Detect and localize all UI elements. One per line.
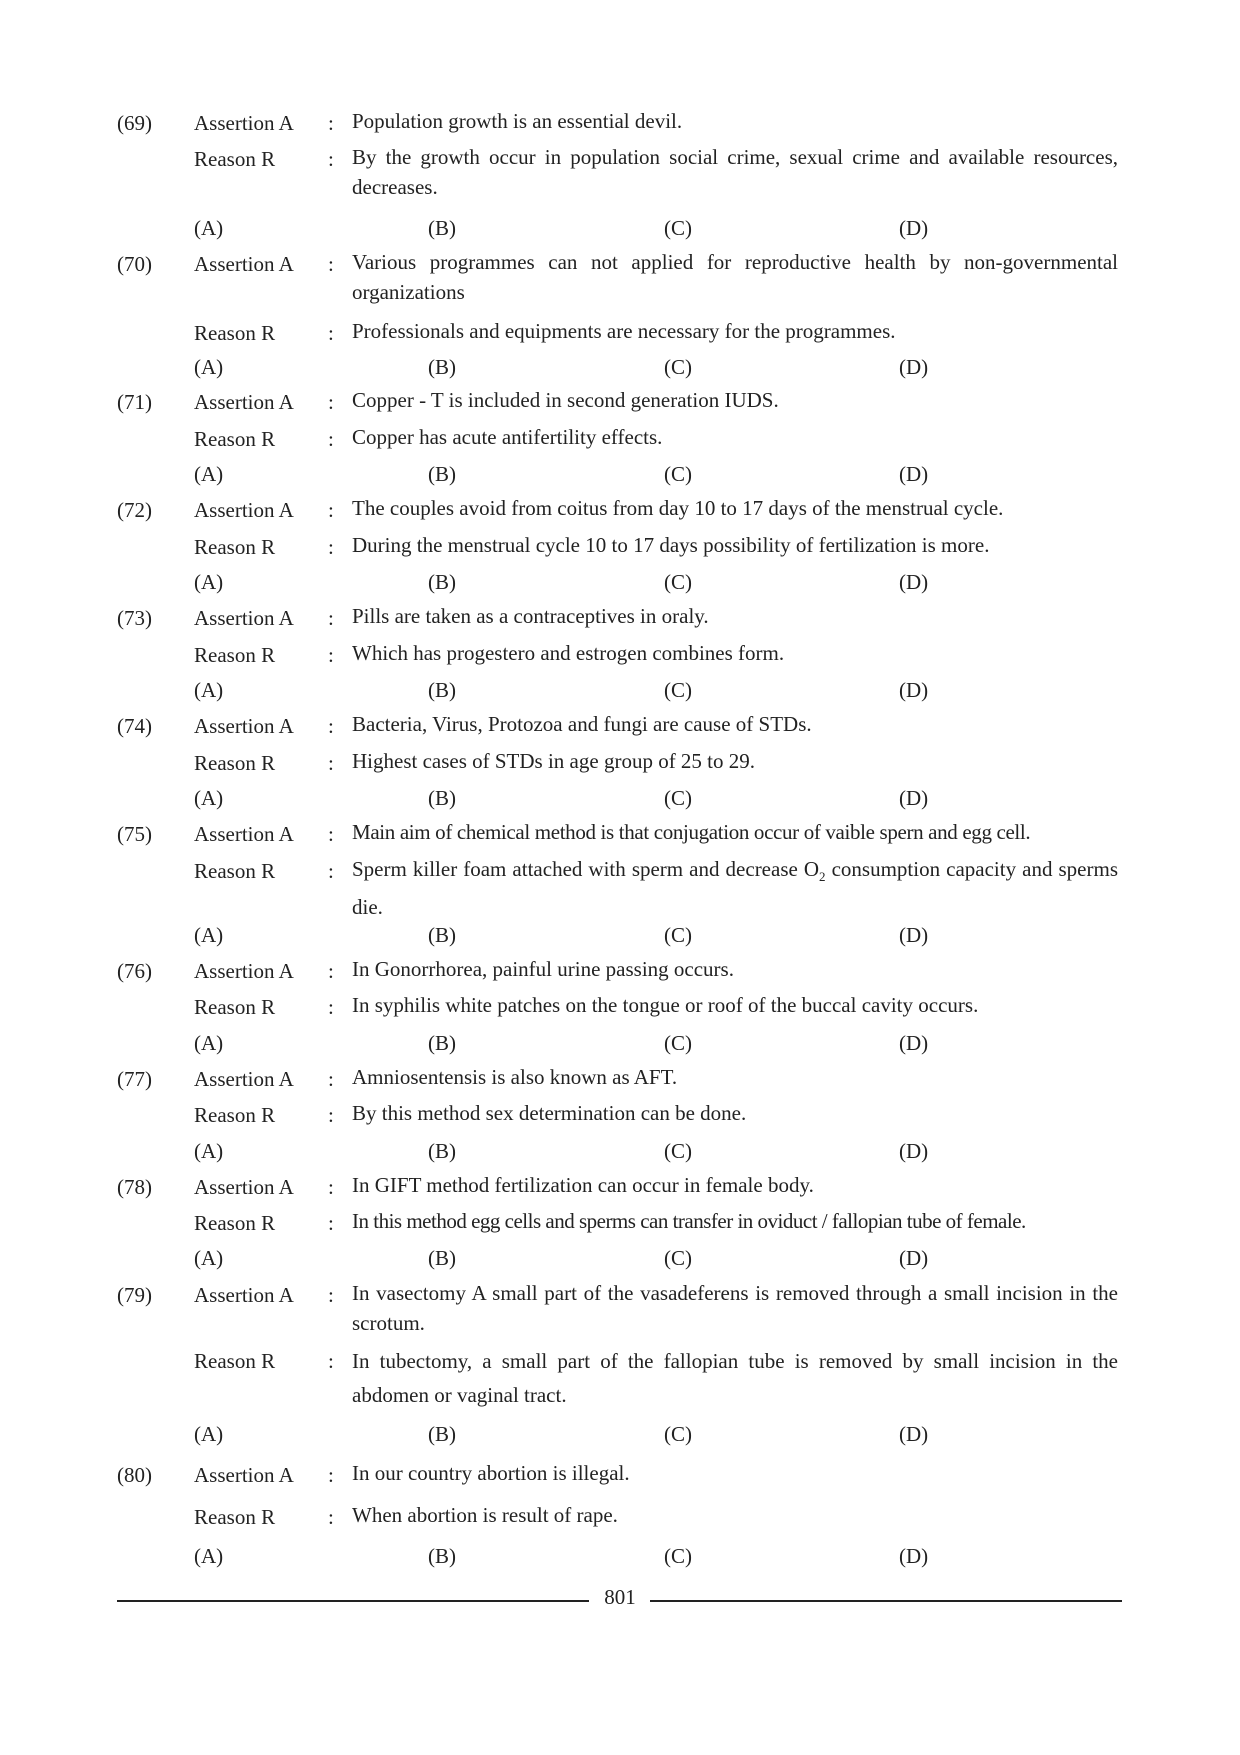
separator: : bbox=[328, 1175, 334, 1199]
assertion-text: Main aim of chemical method is that conjugation occur of vaible spern and egg cell. bbox=[352, 820, 1031, 844]
option-c[interactable]: (C) bbox=[664, 678, 692, 702]
question-number: (69) bbox=[117, 111, 152, 135]
assertion-label: Assertion A bbox=[194, 111, 294, 135]
assertion-text: Bacteria, Virus, Protozoa and fungi are cause of STDs. bbox=[352, 712, 812, 736]
reason-text-part: Sperm killer foam attached with sperm and decrease O bbox=[352, 857, 820, 881]
reason-row bbox=[0, 1211, 1240, 1241]
assertion-row bbox=[0, 1463, 1240, 1493]
question-number: (79) bbox=[117, 1283, 152, 1307]
option-b[interactable]: (B) bbox=[428, 786, 456, 810]
separator: : bbox=[328, 147, 334, 171]
reason-label: Reason R bbox=[194, 1349, 276, 1373]
assertion-row bbox=[0, 250, 1240, 304]
separator: : bbox=[328, 822, 334, 846]
separator: : bbox=[328, 751, 334, 775]
reason-label: Reason R bbox=[194, 321, 276, 345]
assertion-label: Assertion A bbox=[194, 714, 294, 738]
option-b[interactable]: (B) bbox=[428, 570, 456, 594]
separator: : bbox=[328, 1463, 334, 1487]
reason-row bbox=[0, 535, 1240, 565]
question-number: (75) bbox=[117, 822, 152, 846]
reason-label: Reason R bbox=[194, 643, 276, 667]
reason-text bbox=[352, 854, 1118, 922]
reason-row bbox=[0, 995, 1240, 1025]
separator: : bbox=[328, 714, 334, 738]
question-number: (78) bbox=[117, 1175, 152, 1199]
assertion-row bbox=[0, 1281, 1240, 1335]
assertion-text: The couples avoid from coitus from day 10 to 17 days of the menstrual cycle. bbox=[352, 496, 1004, 520]
option-d[interactable]: (D) bbox=[899, 355, 929, 379]
assertion-row bbox=[0, 1067, 1240, 1097]
separator: : bbox=[328, 1505, 334, 1529]
reason-label: Reason R bbox=[194, 859, 276, 883]
separator: : bbox=[328, 1067, 334, 1091]
reason-label: Reason R bbox=[194, 1103, 276, 1127]
options-row bbox=[0, 570, 1240, 600]
reason-label: Reason R bbox=[194, 751, 276, 775]
assertion-label: Assertion A bbox=[194, 606, 294, 630]
option-b[interactable]: (B) bbox=[428, 216, 456, 240]
separator: : bbox=[328, 995, 334, 1019]
reason-row bbox=[0, 1103, 1240, 1133]
reason-label: Reason R bbox=[194, 427, 276, 451]
option-c[interactable]: (C) bbox=[664, 1422, 692, 1446]
assertion-label: Assertion A bbox=[194, 390, 294, 414]
separator: : bbox=[328, 959, 334, 983]
assertion-label: Assertion A bbox=[194, 1067, 294, 1091]
separator: : bbox=[328, 1103, 334, 1127]
option-a[interactable]: (A) bbox=[194, 1544, 224, 1568]
option-c[interactable]: (C) bbox=[664, 216, 692, 240]
separator: : bbox=[328, 1211, 334, 1235]
page-number: 801 bbox=[604, 1585, 636, 1609]
option-a[interactable]: (A) bbox=[194, 786, 224, 810]
subscript-2: 2 bbox=[819, 869, 826, 885]
assertion-label: Assertion A bbox=[194, 1175, 294, 1199]
option-b[interactable]: (B) bbox=[428, 923, 456, 947]
question-number: (72) bbox=[117, 498, 152, 522]
option-c[interactable]: (C) bbox=[664, 1031, 692, 1055]
reason-text-part: consumption capacity and sperms die. bbox=[352, 857, 1118, 920]
reason-label: Reason R bbox=[194, 995, 276, 1019]
option-d[interactable]: (D) bbox=[899, 1031, 929, 1055]
option-a[interactable]: (A) bbox=[194, 678, 224, 702]
assertion-label: Assertion A bbox=[194, 959, 294, 983]
option-b[interactable]: (B) bbox=[428, 1544, 456, 1568]
reason-label: Reason R bbox=[194, 535, 276, 559]
assertion-text: Amniosentensis is also known as AFT. bbox=[352, 1065, 678, 1089]
assertion-text: Population growth is an essential devil. bbox=[352, 109, 683, 133]
reason-label: Reason R bbox=[194, 1505, 276, 1529]
separator: : bbox=[328, 535, 334, 559]
separator: : bbox=[328, 498, 334, 522]
reason-text: In syphilis white patches on the tongue or roof of the buccal cavity occurs. bbox=[352, 993, 979, 1017]
assertion-label: Assertion A bbox=[194, 252, 294, 276]
reason-row bbox=[0, 751, 1240, 781]
option-d[interactable]: (D) bbox=[899, 786, 929, 810]
options-row bbox=[0, 923, 1240, 953]
assertion-label: Assertion A bbox=[194, 498, 294, 522]
option-d[interactable]: (D) bbox=[899, 1246, 929, 1270]
option-a[interactable]: (A) bbox=[194, 1246, 224, 1270]
option-b[interactable]: (B) bbox=[428, 678, 456, 702]
reason-text: By the growth occur in population social crime, sexual crime and available resources, decreases. bbox=[352, 145, 1118, 199]
question-number: (74) bbox=[117, 714, 152, 738]
reason-text: In tubectomy, a small part of the fallopian tube is removed by small incision in the abdomen or vaginal tract. bbox=[352, 1349, 1118, 1407]
question-number: (80) bbox=[117, 1463, 152, 1487]
assertion-row bbox=[0, 606, 1240, 636]
reason-text: Copper has acute antifertility effects. bbox=[352, 425, 663, 449]
option-d[interactable]: (D) bbox=[899, 1544, 929, 1568]
reason-row bbox=[0, 427, 1240, 457]
separator: : bbox=[328, 427, 334, 451]
separator: : bbox=[328, 390, 334, 414]
separator: : bbox=[328, 1349, 334, 1373]
option-d[interactable]: (D) bbox=[899, 1422, 929, 1446]
assertion-text: In Gonorrhorea, painful urine passing occurs. bbox=[352, 957, 734, 981]
assertion-row bbox=[0, 111, 1240, 141]
reason-row bbox=[0, 643, 1240, 673]
assertion-label: Assertion A bbox=[194, 1463, 294, 1487]
option-d[interactable]: (D) bbox=[899, 462, 929, 486]
options-row bbox=[0, 462, 1240, 492]
option-b[interactable]: (B) bbox=[428, 1139, 456, 1163]
assertion-text: In our country abortion is illegal. bbox=[352, 1461, 630, 1485]
options-row bbox=[0, 786, 1240, 816]
separator: : bbox=[328, 606, 334, 630]
separator: : bbox=[328, 111, 334, 135]
option-d[interactable]: (D) bbox=[899, 1139, 929, 1163]
options-row bbox=[0, 355, 1240, 385]
option-d[interactable]: (D) bbox=[899, 923, 929, 947]
options-row bbox=[0, 1544, 1240, 1574]
assertion-text: In GIFT method fertilization can occur in female body. bbox=[352, 1173, 814, 1197]
option-a[interactable]: (A) bbox=[194, 1422, 224, 1446]
option-d[interactable]: (D) bbox=[899, 570, 929, 594]
assertion-row bbox=[0, 498, 1240, 528]
separator: : bbox=[328, 859, 334, 883]
assertion-row bbox=[0, 714, 1240, 744]
options-row bbox=[0, 678, 1240, 708]
assertion-text: Pills are taken as a contraceptives in oraly. bbox=[352, 604, 709, 628]
reason-text: By this method sex determination can be done. bbox=[352, 1101, 747, 1125]
reason-row bbox=[0, 321, 1240, 351]
reason-text: When abortion is result of rape. bbox=[352, 1503, 618, 1527]
separator: : bbox=[328, 643, 334, 667]
question-number: (76) bbox=[117, 959, 152, 983]
option-a[interactable]: (A) bbox=[194, 923, 224, 947]
option-c[interactable]: (C) bbox=[664, 786, 692, 810]
assertion-text: Copper - T is included in second generation IUDS. bbox=[352, 388, 779, 412]
options-row bbox=[0, 1031, 1240, 1061]
question-number: (77) bbox=[117, 1067, 152, 1091]
reason-text: Highest cases of STDs in age group of 25 to 29. bbox=[352, 749, 756, 773]
option-d[interactable]: (D) bbox=[899, 216, 929, 240]
reason-label: Reason R bbox=[194, 147, 276, 171]
assertion-row bbox=[0, 822, 1240, 852]
options-row bbox=[0, 1139, 1240, 1169]
option-b[interactable]: (B) bbox=[428, 1031, 456, 1055]
footer-rule-right bbox=[650, 1600, 1122, 1602]
reason-row bbox=[0, 1505, 1240, 1535]
option-a[interactable]: (A) bbox=[194, 216, 224, 240]
footer-rule-left bbox=[117, 1600, 589, 1602]
assertion-text: In vasectomy A small part of the vasadeferens is removed through a small incision in the scrotum. bbox=[352, 1281, 1118, 1335]
option-c[interactable]: (C) bbox=[664, 570, 692, 594]
question-number: (71) bbox=[117, 390, 152, 414]
option-b[interactable]: (B) bbox=[428, 1246, 456, 1270]
option-a[interactable]: (A) bbox=[194, 1139, 224, 1163]
option-a[interactable]: (A) bbox=[194, 570, 224, 594]
reason-label: Reason R bbox=[194, 1211, 276, 1235]
options-row bbox=[0, 1246, 1240, 1276]
option-b[interactable]: (B) bbox=[428, 1422, 456, 1446]
assertion-row bbox=[0, 1175, 1240, 1205]
option-a[interactable]: (A) bbox=[194, 1031, 224, 1055]
options-row bbox=[0, 1422, 1240, 1452]
assertion-label: Assertion A bbox=[194, 1283, 294, 1307]
reason-row bbox=[0, 145, 1240, 199]
options-row bbox=[0, 216, 1240, 246]
option-b[interactable]: (B) bbox=[428, 355, 456, 379]
option-d[interactable]: (D) bbox=[899, 678, 929, 702]
reason-row bbox=[0, 1349, 1240, 1407]
option-b[interactable]: (B) bbox=[428, 462, 456, 486]
assertion-row bbox=[0, 959, 1240, 989]
reason-text: During the menstrual cycle 10 to 17 days possibility of fertilization is more. bbox=[352, 533, 990, 557]
assertion-label: Assertion A bbox=[194, 822, 294, 846]
question-number: (70) bbox=[117, 252, 152, 276]
option-c[interactable]: (C) bbox=[664, 923, 692, 947]
separator: : bbox=[328, 252, 334, 276]
question-number: (73) bbox=[117, 606, 152, 630]
assertion-text: Various programmes can not applied for reproductive health by non-governmental organizations bbox=[352, 250, 1118, 304]
separator: : bbox=[328, 321, 334, 345]
option-a[interactable]: (A) bbox=[194, 462, 224, 486]
option-a[interactable]: (A) bbox=[194, 355, 224, 379]
option-c[interactable]: (C) bbox=[664, 355, 692, 379]
assertion-row bbox=[0, 390, 1240, 420]
option-c[interactable]: (C) bbox=[664, 1246, 692, 1270]
separator: : bbox=[328, 1283, 334, 1307]
reason-row bbox=[0, 857, 1240, 920]
reason-text: Which has progestero and estrogen combines form. bbox=[352, 641, 785, 665]
option-c[interactable]: (C) bbox=[664, 1139, 692, 1163]
reason-text: Professionals and equipments are necessary for the programmes. bbox=[352, 319, 896, 343]
option-c[interactable]: (C) bbox=[664, 462, 692, 486]
option-c[interactable]: (C) bbox=[664, 1544, 692, 1568]
reason-text: In this method egg cells and sperms can transfer in oviduct / fallopian tube of female. bbox=[352, 1209, 1026, 1233]
